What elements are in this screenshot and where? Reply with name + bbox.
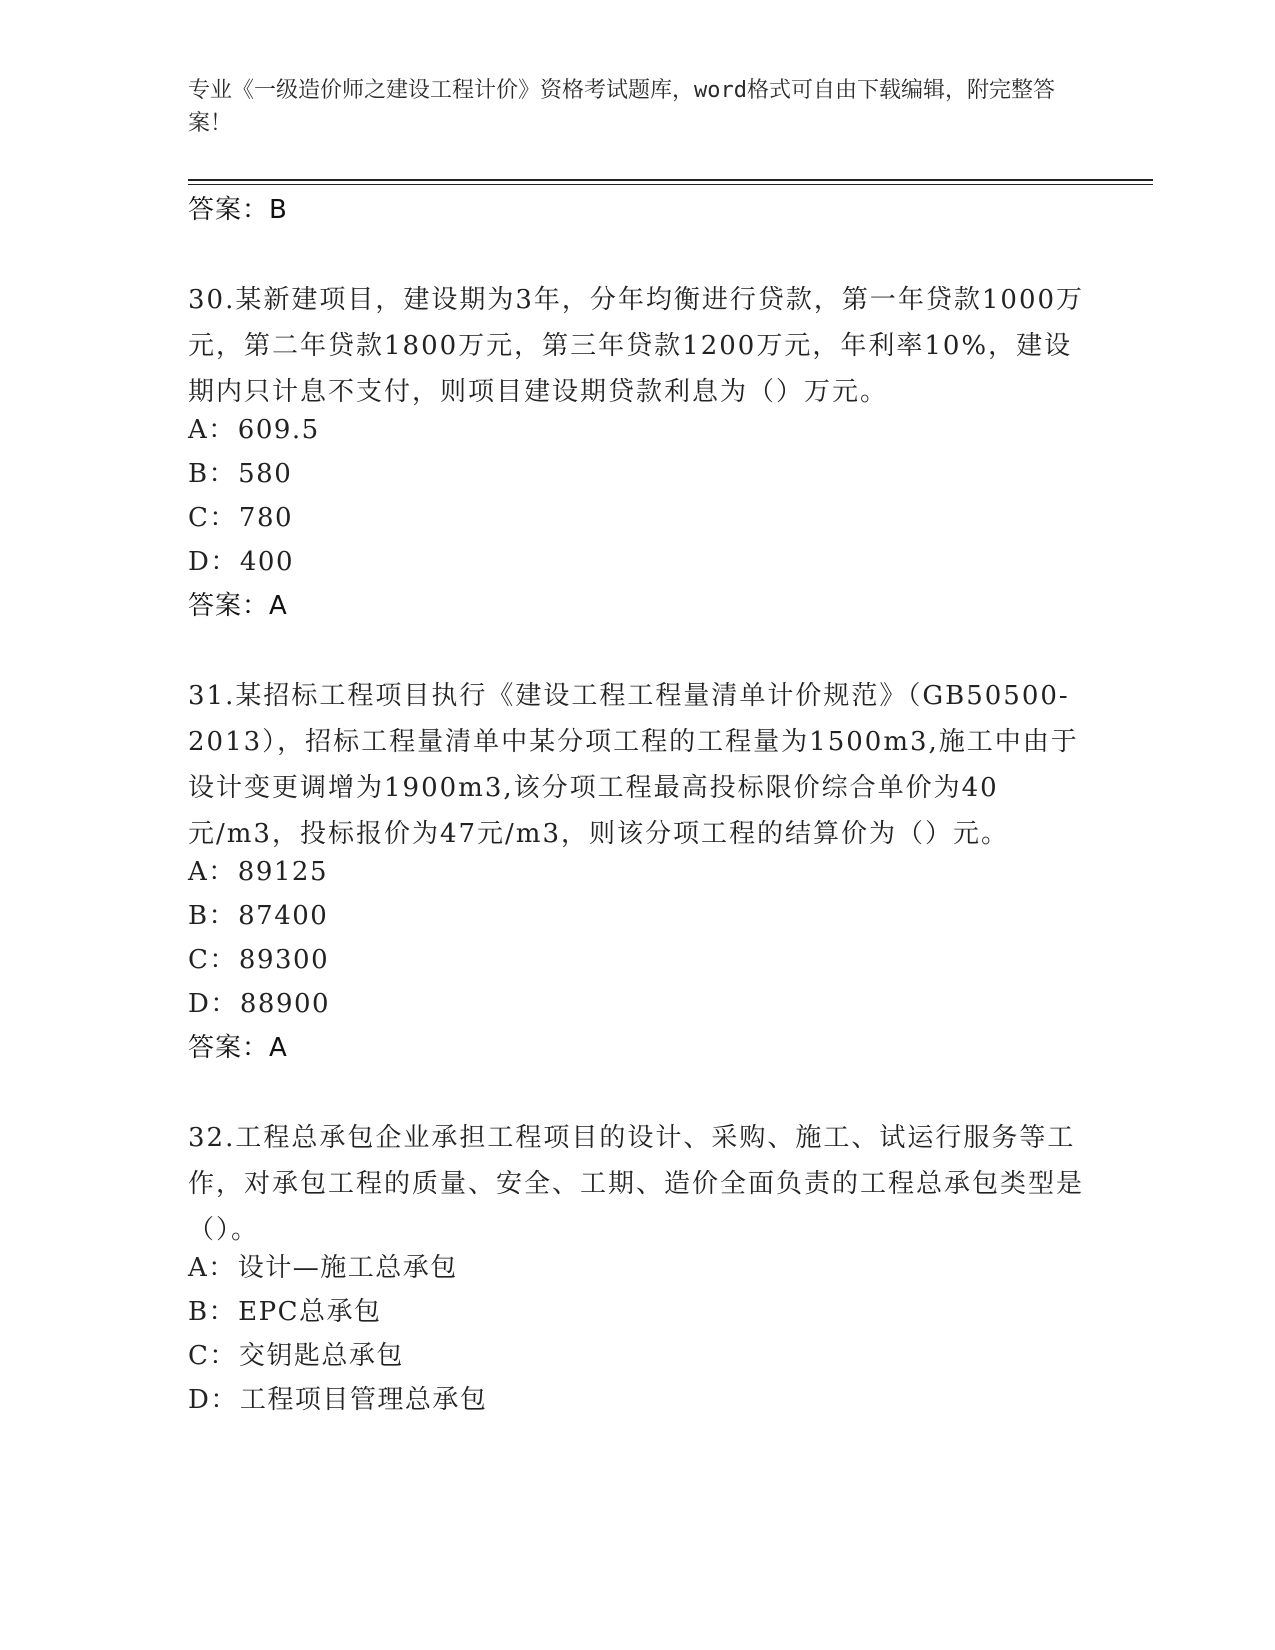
option-text: 400 [239,547,294,577]
document-header: 专业《一级造价师之建设工程计价》资格考试题库，word格式可自由下载编辑，附完整答案！ [188,78,1055,136]
option-letter: D： [188,1385,238,1415]
option-c [188,500,293,536]
option-text: 87400 [238,901,329,931]
option-letter: B： [188,459,237,489]
question-stem-30: 30.某新建项目，建设期为3年，分年均衡进行贷款，第一年贷款1000万元，第二年贷款1800万元，第三年贷款1200万元，年利率10%，建设期内只计息不支付，则项目建设期贷款利息为（）万元。 [188,285,1085,407]
option-a [188,854,328,890]
option-b [188,1294,381,1330]
option-text: EPC总承包 [238,1297,382,1327]
header-divider-thin [188,184,1153,185]
option-letter: A： [188,415,236,445]
option-b [188,898,328,934]
option-letter: C： [188,503,237,533]
question-stem-31: 31.某招标工程项目执行《建设工程工程量清单计价规范》（GB50500-2013），招标工程量清单中某分项工程的工程量为1500m3,施工中由于设计变更调增为1900m3,该分项工程最高投标限价综合单价为40元/m3，投标报价为47元/m3，则该分项工程的结算价为（）元。 [188,681,1079,849]
option-text: 89300 [238,945,330,975]
option-letter: B： [188,1297,237,1327]
option-d [188,544,294,580]
answer-31: 答案：A [188,1033,288,1063]
option-a [188,1250,458,1286]
option-letter: A： [188,857,236,887]
option-d [188,1382,487,1418]
option-letter: A： [188,1253,236,1283]
option-letter: C： [188,945,237,975]
option-text: 工程项目管理总承包 [239,1385,488,1415]
option-text: 89125 [237,857,328,887]
answer-30: 答案：A [188,591,288,621]
option-letter: B： [188,901,237,931]
option-text: 交钥匙总承包 [238,1341,404,1371]
option-letter: C： [188,1341,237,1371]
option-text: 设计—施工总承包 [237,1253,458,1283]
option-letter: D： [188,989,238,1019]
option-d [188,986,330,1022]
option-c [188,942,329,978]
option-a [188,412,320,448]
header-divider [188,179,1153,181]
option-c [188,1338,404,1374]
option-text: 88900 [239,989,331,1019]
previous-answer: 答案：B [188,195,288,225]
option-text: 609.5 [237,415,320,445]
question-stem-32: 32.工程总承包企业承担工程项目的设计、采购、施工、试运行服务等工作，对承包工程的质量、安全、工期、造价全面负责的工程总承包类型是（）。 [188,1123,1085,1245]
option-letter: D： [188,547,238,577]
option-text: 580 [238,459,293,489]
option-text: 780 [238,503,294,533]
option-b [188,456,292,492]
